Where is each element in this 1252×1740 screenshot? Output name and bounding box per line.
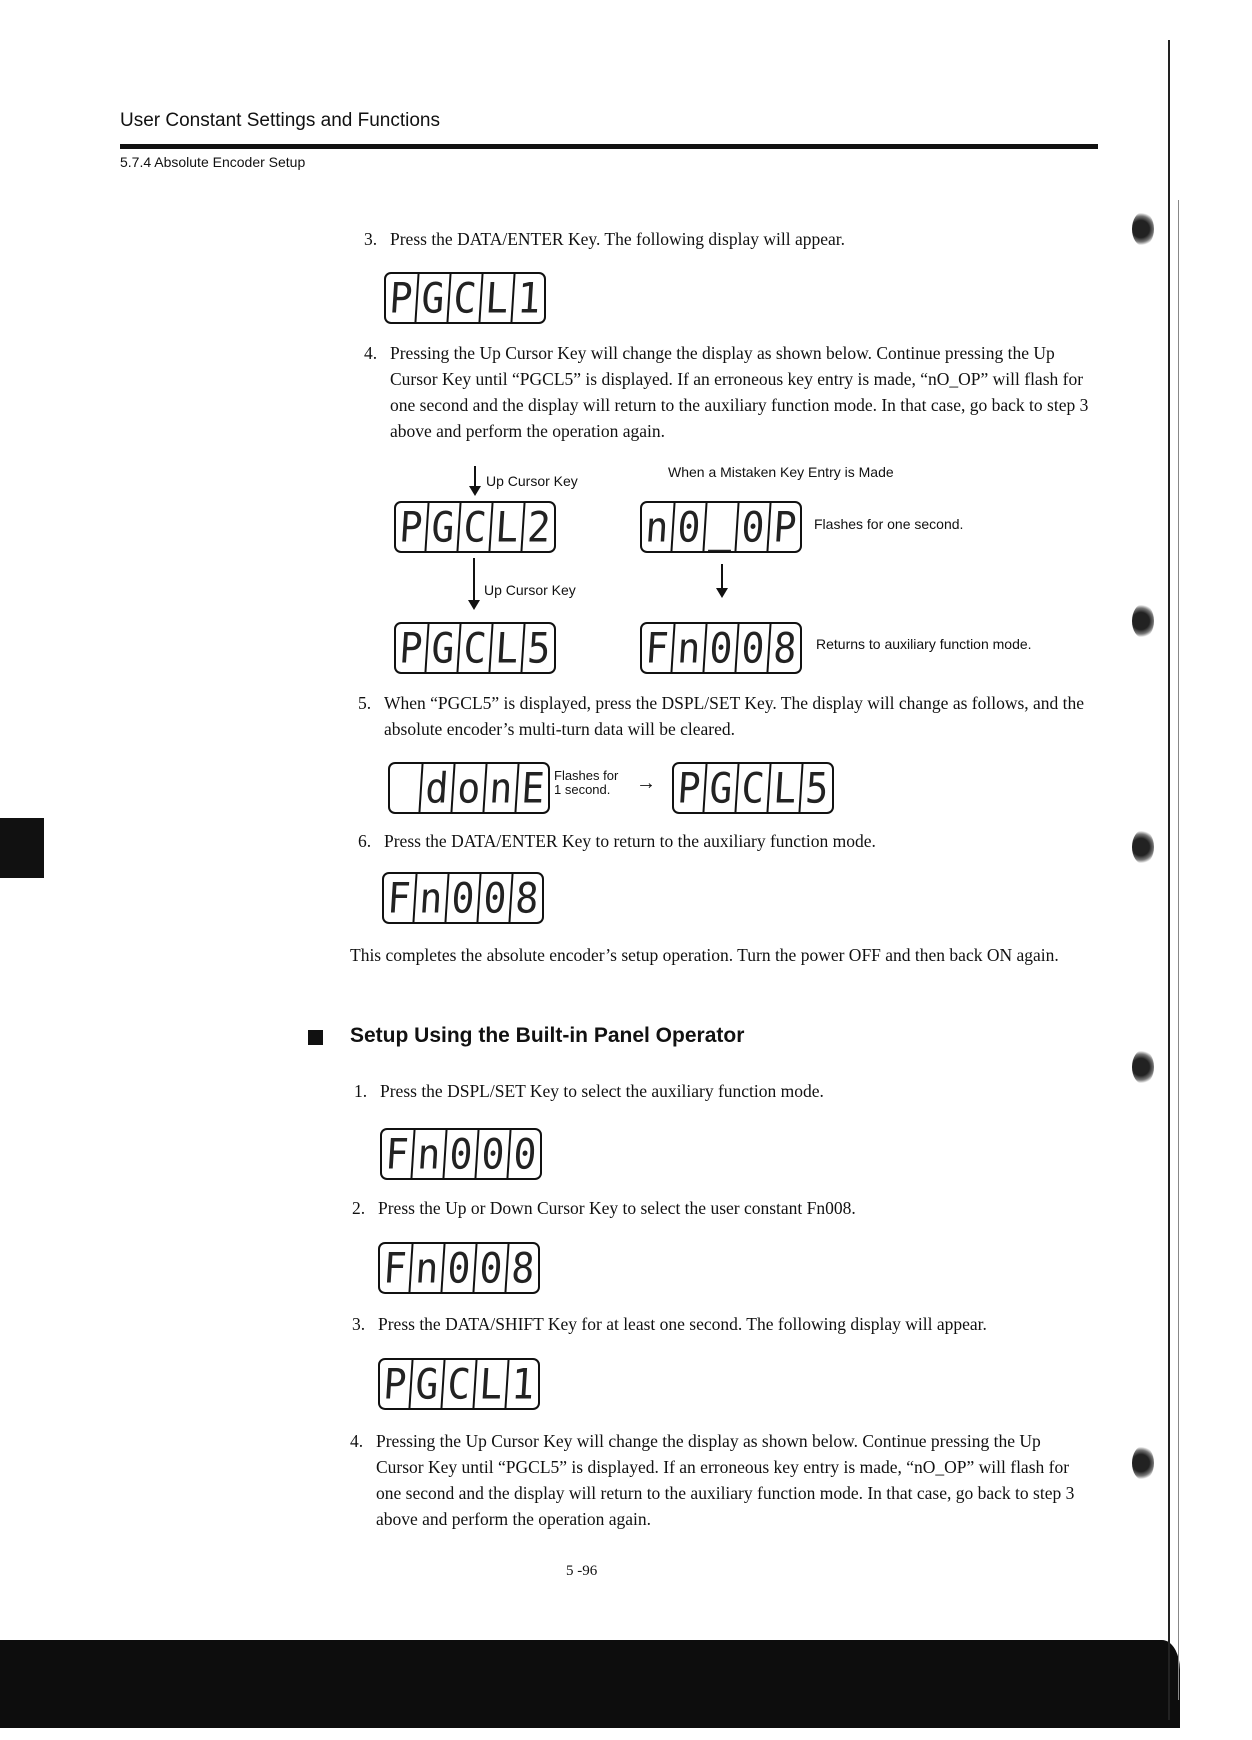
step-number: 5. bbox=[358, 693, 372, 713]
step-text: Pressing the Up Cursor Key will change the display as shown below. Continue pressing the Up Cursor Key until “PGCL5” is displayed. If an erroneous key entry is made, “nO_OP” will flash for one second and the display will return to the auxiliary function mode. In that case, go back to step 3 above and perform the operation again. bbox=[376, 1431, 1075, 1529]
binder-hole-icon bbox=[1132, 1446, 1154, 1480]
display-digit: C bbox=[442, 1358, 477, 1410]
up-cursor-key-label: Up Cursor Key bbox=[486, 473, 578, 489]
display-digit bbox=[388, 762, 423, 814]
display-digit: G bbox=[416, 272, 451, 324]
page-number: 5 -96 bbox=[566, 1563, 598, 1579]
step-text: When “PGCL5” is displayed, press the DSPL/SET Key. The display will change as follows, and the absolute encoder’s multi-turn data will be cleared. bbox=[384, 693, 1085, 739]
closing-paragraph: This completes the absolute encoder’s setup operation. Turn the power OFF and then back ON again. bbox=[350, 945, 1059, 965]
display-digit: 0 bbox=[442, 1242, 477, 1294]
display-digit: n bbox=[414, 872, 449, 924]
display-digit: 5 bbox=[804, 763, 830, 813]
display-digit: 0 bbox=[736, 501, 771, 553]
bullet-square-icon bbox=[308, 1030, 323, 1045]
display-digit: P bbox=[378, 1358, 413, 1410]
display-digit: 1 bbox=[510, 1359, 536, 1409]
display-digit: 2 bbox=[526, 502, 552, 552]
scan-edge-line bbox=[1168, 40, 1170, 1720]
display-digit: 0 bbox=[444, 1128, 479, 1180]
display-digit: C bbox=[736, 762, 771, 814]
step-number: 4. bbox=[350, 1431, 364, 1451]
step-1 bbox=[354, 1078, 1084, 1104]
section-heading: Setup Using the Built-in Panel Operator bbox=[350, 1024, 745, 1047]
display-digit: L bbox=[474, 1358, 509, 1410]
header-rule bbox=[120, 144, 1098, 149]
display-digit: 0 bbox=[672, 501, 707, 553]
display-digit: L bbox=[490, 501, 525, 553]
display-pgcl5 bbox=[394, 622, 556, 674]
step-text: Press the DATA/SHIFT Key for at least one second. The following display will appear. bbox=[378, 1314, 987, 1334]
display-digit: P bbox=[672, 762, 707, 814]
binder-hole-icon bbox=[1132, 604, 1154, 638]
step-number: 3. bbox=[352, 1314, 366, 1334]
display-fn008 bbox=[640, 622, 802, 674]
display-digit: P bbox=[772, 502, 798, 552]
step-text: Pressing the Up Cursor Key will change the display as shown below. Continue pressing the Up Cursor Key until “PGCL5” is displayed. If an erroneous key entry is made, “nO_OP” will flash for one second and the display will return to the auxiliary function mode. In that case, go back to step 3 above and perform the operation again. bbox=[390, 343, 1089, 441]
display-done bbox=[388, 762, 550, 814]
display-digit: 0 bbox=[704, 622, 739, 674]
display-digit: _ bbox=[704, 501, 739, 553]
display-digit: n bbox=[412, 1128, 447, 1180]
display-pgcl2 bbox=[394, 501, 556, 553]
display-digit: E bbox=[520, 763, 546, 813]
flashes-label: Flashes for one second. bbox=[814, 516, 964, 532]
chapter-tab bbox=[0, 818, 44, 878]
down-arrow-icon bbox=[721, 564, 723, 590]
display-noop bbox=[640, 501, 802, 553]
step-number: 1. bbox=[354, 1081, 368, 1101]
binder-hole-icon bbox=[1132, 1050, 1154, 1084]
display-digit: 0 bbox=[478, 872, 513, 924]
step-3 bbox=[352, 1311, 1112, 1337]
display-digit: G bbox=[426, 501, 461, 553]
display-digit: 0 bbox=[446, 872, 481, 924]
binder-hole-icon bbox=[1132, 830, 1154, 864]
display-digit: 8 bbox=[514, 873, 540, 923]
scan-edge-line bbox=[1178, 200, 1179, 1700]
display-digit: n bbox=[410, 1242, 445, 1294]
display-digit: F bbox=[382, 872, 417, 924]
display-digit: P bbox=[384, 272, 419, 324]
step-text: Press the DSPL/SET Key to select the auxiliary function mode. bbox=[380, 1081, 824, 1101]
display-digit: 0 bbox=[512, 1129, 538, 1179]
step-4 bbox=[364, 340, 1096, 444]
step-3 bbox=[364, 226, 1094, 252]
display-digit: F bbox=[380, 1128, 415, 1180]
step-6 bbox=[358, 828, 1088, 854]
display-digit: L bbox=[490, 622, 525, 674]
display-digit: C bbox=[458, 501, 493, 553]
display-digit: 1 bbox=[516, 273, 542, 323]
display-digit: n bbox=[672, 622, 707, 674]
right-arrow-icon: → bbox=[636, 772, 656, 794]
step-number: 6. bbox=[358, 831, 372, 851]
returns-label: Returns to auxiliary function mode. bbox=[816, 636, 1032, 652]
page-header-title: User Constant Settings and Functions bbox=[120, 110, 441, 131]
step-number: 3. bbox=[364, 229, 378, 249]
step-text: Press the DATA/ENTER Key to return to the auxiliary function mode. bbox=[384, 831, 876, 851]
step-text: Press the Up or Down Cursor Key to select the user constant Fn008. bbox=[378, 1198, 856, 1218]
display-digit: F bbox=[640, 622, 675, 674]
display-digit: C bbox=[448, 272, 483, 324]
display-digit: 8 bbox=[772, 623, 798, 673]
display-digit: 8 bbox=[510, 1243, 536, 1293]
flashes-1s-label: Flashes for 1 second. bbox=[554, 768, 619, 797]
display-digit: L bbox=[480, 272, 515, 324]
display-digit: F bbox=[378, 1242, 413, 1294]
display-fn008 bbox=[378, 1242, 540, 1294]
display-digit: G bbox=[704, 762, 739, 814]
display-digit: 5 bbox=[526, 623, 552, 673]
display-digit: G bbox=[426, 622, 461, 674]
display-pgcl1 bbox=[384, 272, 546, 324]
display-digit: 0 bbox=[474, 1242, 509, 1294]
display-digit: P bbox=[394, 501, 429, 553]
step-number: 4. bbox=[364, 343, 378, 363]
step-4 bbox=[350, 1428, 1090, 1532]
scan-bottom-bar bbox=[0, 1640, 1180, 1728]
display-fn000 bbox=[380, 1128, 542, 1180]
up-cursor-key-label: Up Cursor Key bbox=[484, 582, 576, 598]
display-digit: 0 bbox=[476, 1128, 511, 1180]
section-label: 5.7.4 Absolute Encoder Setup bbox=[120, 154, 306, 170]
display-fn008 bbox=[382, 872, 544, 924]
step-number: 2. bbox=[352, 1198, 366, 1218]
step-5 bbox=[358, 690, 1098, 742]
display-digit: n bbox=[484, 762, 519, 814]
step-2 bbox=[352, 1195, 1082, 1221]
down-arrow-icon bbox=[474, 466, 476, 488]
display-digit: 0 bbox=[736, 622, 771, 674]
binder-hole-icon bbox=[1132, 212, 1154, 246]
mistake-title: When a Mistaken Key Entry is Made bbox=[668, 464, 894, 480]
display-digit: G bbox=[410, 1358, 445, 1410]
display-pgcl5-result bbox=[672, 762, 834, 814]
step-text: Press the DATA/ENTER Key. The following display will appear. bbox=[390, 229, 845, 249]
display-pgcl1 bbox=[378, 1358, 540, 1410]
display-digit: d bbox=[420, 762, 455, 814]
display-digit: n bbox=[640, 501, 675, 553]
display-digit: P bbox=[394, 622, 429, 674]
down-arrow-icon bbox=[473, 558, 475, 602]
display-digit: C bbox=[458, 622, 493, 674]
display-digit: o bbox=[452, 762, 487, 814]
display-digit: L bbox=[768, 762, 803, 814]
